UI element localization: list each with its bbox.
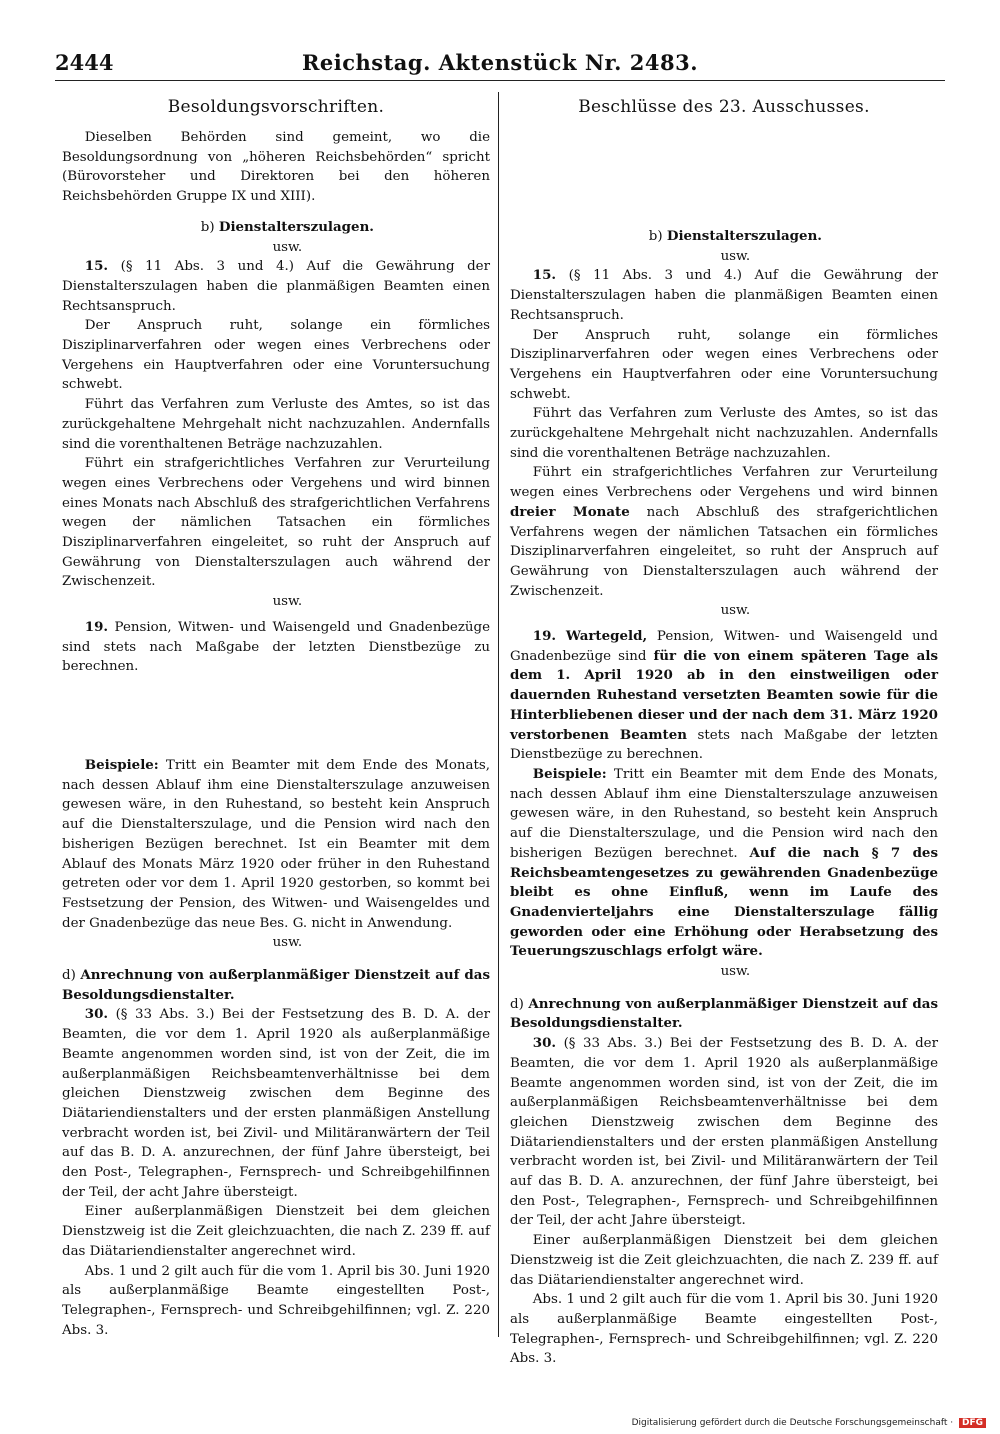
right-usw-3: usw. (720, 964, 751, 980)
right-para-30-b: Einer außerplanmäßigen Dienstzeit bei dem gleichen Dienstzweig ist die Zeit gleichzuachten, die nach Z. 239 ff. auf das Diätariendienstalter angerechnet wird. (510, 1233, 938, 1288)
right-para-30-text: (§ 33 Abs. 3.) Bei der Festsetzung des B. D. A. der Beamten, die vor dem 1. April 1920 als außerplanmäßige Beamte angenommen worden sind, ist von der Zeit, die im außerplanmäßigen Reichsbeamtenverhältnisse bei dem gleichen Dienstzweig zwischen dem Beginne des Diätariendienstalters und der ersten planmäßigen Anstellung verbracht worden ist, bei Zivil- und Militäranwärtern der Teil auf das B. D. A. anzurechnen, der fünf Jahre übersteigt, bei den Post-, Telegraphen-, Fernsprech- und Schreibgehilfinnen der Teil, der acht Jahre übersteigt. (510, 1036, 938, 1229)
right-usw-2: usw. (720, 603, 751, 619)
left-para-19-text: Pension, Witwen- und Waisengeld und Gnadenbezüge sind stets nach Maßgabe der letzten Dienstbezüge zu berechnen. (62, 619, 490, 675)
column-divider (498, 92, 499, 1337)
left-para-15-b: Der Anspruch ruht, solange ein förmliches Disziplinarverfahren oder wegen eines Verbrechens oder Vergehens ein Hauptverfahren oder eine Voruntersuchung schwebt. (62, 318, 490, 393)
left-para-30 (62, 1005, 490, 1202)
right-para-19 (510, 627, 938, 765)
right-para-30 (510, 1034, 938, 1231)
right-beispiele-label: Beispiele: (532, 765, 607, 782)
left-beispiele (62, 756, 490, 933)
left-section-d-title: Anrechnung von außerplanmäßiger Dienstzeit auf das Besoldungsdienstalter. (62, 967, 490, 1003)
left-section-b-title: Dienstalterszulagen. (218, 218, 374, 235)
right-para-19-number: 19. (532, 628, 557, 645)
header-rule (55, 80, 945, 81)
dfg-logo: DFG (959, 1418, 986, 1428)
right-para-15-d (510, 463, 938, 601)
page-number: 2444 (55, 50, 114, 75)
right-beispiele (510, 765, 938, 962)
right-section-d-label: d) (510, 996, 524, 1012)
right-para-15-d-part1: Führt ein strafgerichtliches Verfahren zur Verurteilung wegen eines Verbrechens oder Vergehens und wird binnen (510, 465, 938, 501)
right-column (510, 95, 938, 1369)
right-section-b-title: Dienstalterszulagen. (666, 228, 822, 244)
left-para-19-number: 19. (84, 618, 109, 635)
left-section-b-label: b) (200, 219, 215, 235)
right-beispiele-amendment: Auf die nach § 7 des Reichsbeamtengesetzes zu gewährenden Gnadenbezüge bleibt es ohne Einfluß, wenn im Laufe des Gnadenvierteljahrs eine Dienstalterszulage fällig geworden oder eine Erhöhung oder Herabsetzung des Teuerungszuschlags erfolgt wäre. (510, 844, 938, 960)
right-para-19-text-1: Pension, Witwen- und Waisengeld und Gnadenbezüge sind (510, 629, 938, 664)
right-para-15-d-part2: nach Abschluß des strafgerichtlichen Verfahrens wegen der nämlichen Tatsachen ein förmliches Disziplinarverfahren eingeleitet, so ruht der Anspruch auf Gewährung von Dienstalterszulagen auch während der Zwischenzeit. (510, 504, 938, 599)
left-section-b-heading (62, 218, 490, 238)
right-para-15 (510, 266, 938, 325)
left-para-15-d-term: eines Monats (62, 495, 153, 511)
right-para-15-b: Der Anspruch ruht, solange ein förmliches Disziplinarverfahren oder wegen eines Verbrechens oder Vergehens ein Hauptverfahren oder eine Voruntersuchung schwebt. (510, 327, 938, 402)
right-usw-1: usw. (720, 248, 751, 264)
left-para-15-c: Führt das Verfahren zum Verluste des Amtes, so ist das zurückgehaltene Mehrgehalt nicht nachzuzahlen. Andernfalls sind die vorenthaltenen Beträge nachzuzahlen. (62, 397, 490, 452)
right-para-19-text-2: stets nach Maßgabe der letzten Dienstbezüge zu berechnen. (510, 727, 938, 763)
left-para-15-d-part2: nach Abschluß des strafgerichtlichen Verfahrens wegen der nämlichen Tatsachen ein förmliches Disziplinarverfahren eingeleitet, so ruht der Anspruch auf Gewährung von Dienstalterszulagen auch während der Zwischenzeit. (62, 495, 490, 590)
right-para-15-d-amendment: dreier Monate (510, 503, 630, 520)
left-beispiele-label: Beispiele: (84, 756, 159, 773)
left-intro: Dieselben Behörden sind gemeint, wo die Besoldungsordnung von „höheren Reichsbehörden“ spricht (Bürovorsteher und Direktoren bei den höheren Reichsbehörden Gruppe IX und XIII). (62, 130, 490, 205)
right-section-d-title: Anrechnung von außerplanmäßiger Dienstzeit auf das Besoldungsdienstalter. (510, 995, 938, 1032)
credit-text: Digitalisierung gefördert durch die Deutsche Forschungsgemeinschaft · (631, 1418, 954, 1428)
right-para-15-c: Führt das Verfahren zum Verluste des Amtes, so ist das zurückgehaltene Mehrgehalt nicht nachzuzahlen. Andernfalls sind die vorenthaltenen Beträge nachzuzahlen. (510, 406, 938, 461)
left-section-d-label: d) (62, 968, 76, 984)
left-para-15-text: (§ 11 Abs. 3 und 4.) Auf die Gewährung der Dienstalterszulagen haben die planmäßigen Beamten einen Rechtsanspruch. (62, 259, 490, 314)
right-beispiele-text: Tritt ein Beamter mit dem Ende des Monats, nach dessen Ablauf ihm eine Dienstalterszulage anzuweisen gewesen wäre, in den Ruhestand, so besteht kein Anspruch auf die Dienstalterszulage, und die Pension wird nach den bisherigen Bezügen berechnet. (510, 766, 938, 861)
right-para-15-text: (§ 11 Abs. 3 und 4.) Auf die Gewährung der Dienstalterszulagen haben die planmäßigen Beamten einen Rechtsanspruch. (510, 268, 938, 323)
left-usw-1: usw. (272, 239, 303, 255)
left-section-d-heading (62, 966, 490, 1005)
right-para-30-c: Abs. 1 und 2 gilt auch für die vom 1. April bis 30. Juni 1920 als außerplanmäßige Beamte eingestellten Post-, Telegraphen-, Fernsprech- und Schreibgehilfinnen; vgl. Z. 220 Abs. 3. (510, 1292, 938, 1367)
right-para-19-amendment-2: für die von einem späteren Tage als dem 1. April 1920 ab in den einstweiligen oder dauernden Ruhestand versetzten Beamten sowie für die Hinterbliebenen dieser und der nach dem 31. März 1920 verstorbenen Beamten (510, 647, 938, 743)
left-para-30-c: Abs. 1 und 2 gilt auch für die vom 1. April bis 30. Juni 1920 als außerplanmäßige Beamte eingestellten Post-, Telegraphen-, Fernsprech- und Schreibgehilfinnen; vgl. Z. 220 Abs. 3. (62, 1263, 490, 1338)
right-section-d-heading (510, 995, 938, 1034)
left-column-heading: Besoldungsvorschriften. (167, 97, 385, 117)
right-column-heading: Beschlüsse des 23. Ausschusses. (578, 97, 870, 117)
page-header (55, 50, 945, 80)
left-para-15-d-part1: Führt ein strafgerichtliches Verfahren zur Verurteilung wegen eines Verbrechens oder Vergehens und wird binnen (62, 456, 490, 491)
right-section-b-heading (510, 227, 938, 247)
left-beispiele-text: Tritt ein Beamter mit dem Ende des Monats, nach dessen Ablauf ihm eine Dienstalterszulage anzuweisen gewesen wäre, in den Ruhestand, so besteht kein Anspruch auf die Dienstalterszulage, und die Pension wird nach den bisherigen Bezügen berechnet. Ist ein Beamter mit dem Ablauf des Monats März 1920 oder früher in den Ruhestand getreten oder vor dem 1. April 1920 gestorben, so kommt bei Festsetzung der Pension, des Witwen- und Waisengeldes und der Gnadenbezüge das neue Bes. G. nicht in Anwendung. (62, 757, 490, 931)
left-para-30-number: 30. (84, 1006, 109, 1023)
left-column (62, 95, 490, 1340)
document-title: Reichstag. Aktenstück Nr. 2483. (301, 50, 699, 75)
right-para-15-number: 15. (532, 267, 557, 284)
right-para-19-amendment-1: Wartegeld, (565, 628, 648, 645)
left-para-15-number: 15. (84, 258, 109, 275)
left-usw-3: usw. (272, 935, 303, 951)
left-para-30-b: Einer außerplanmäßigen Dienstzeit bei dem gleichen Dienstzweig ist die Zeit gleichzuachten, die nach Z. 239 ff. auf das Diätariendienstalter angerechnet wird. (62, 1204, 490, 1259)
digitization-credit (632, 1418, 986, 1428)
left-para-19 (62, 618, 490, 677)
right-para-30-number: 30. (532, 1035, 557, 1052)
right-section-b-label: b) (648, 229, 663, 244)
left-usw-2: usw. (272, 594, 303, 610)
left-para-15-d (62, 454, 490, 592)
left-para-15 (62, 257, 490, 316)
left-para-30-text: (§ 33 Abs. 3.) Bei der Festsetzung des B. D. A. der Beamten, die vor dem 1. April 1920 als außerplanmäßige Beamte angenommen worden sind, ist von der Zeit, die im außerplanmäßigen Reichsbeamtenverhältnisse bei dem gleichen Dienstzweig zwischen dem Beginne des Diätariendienstalters und der ersten planmäßigen Anstellung verbracht worden ist, bei Zivil- und Militäranwärtern der Teil auf das B. D. A. anzurechnen, der fünf Jahre übersteigt, bei den Post-, Telegraphen-, Fernsprech- und Schreibgehilfinnen der Teil, der acht Jahre übersteigt. (62, 1007, 490, 1200)
